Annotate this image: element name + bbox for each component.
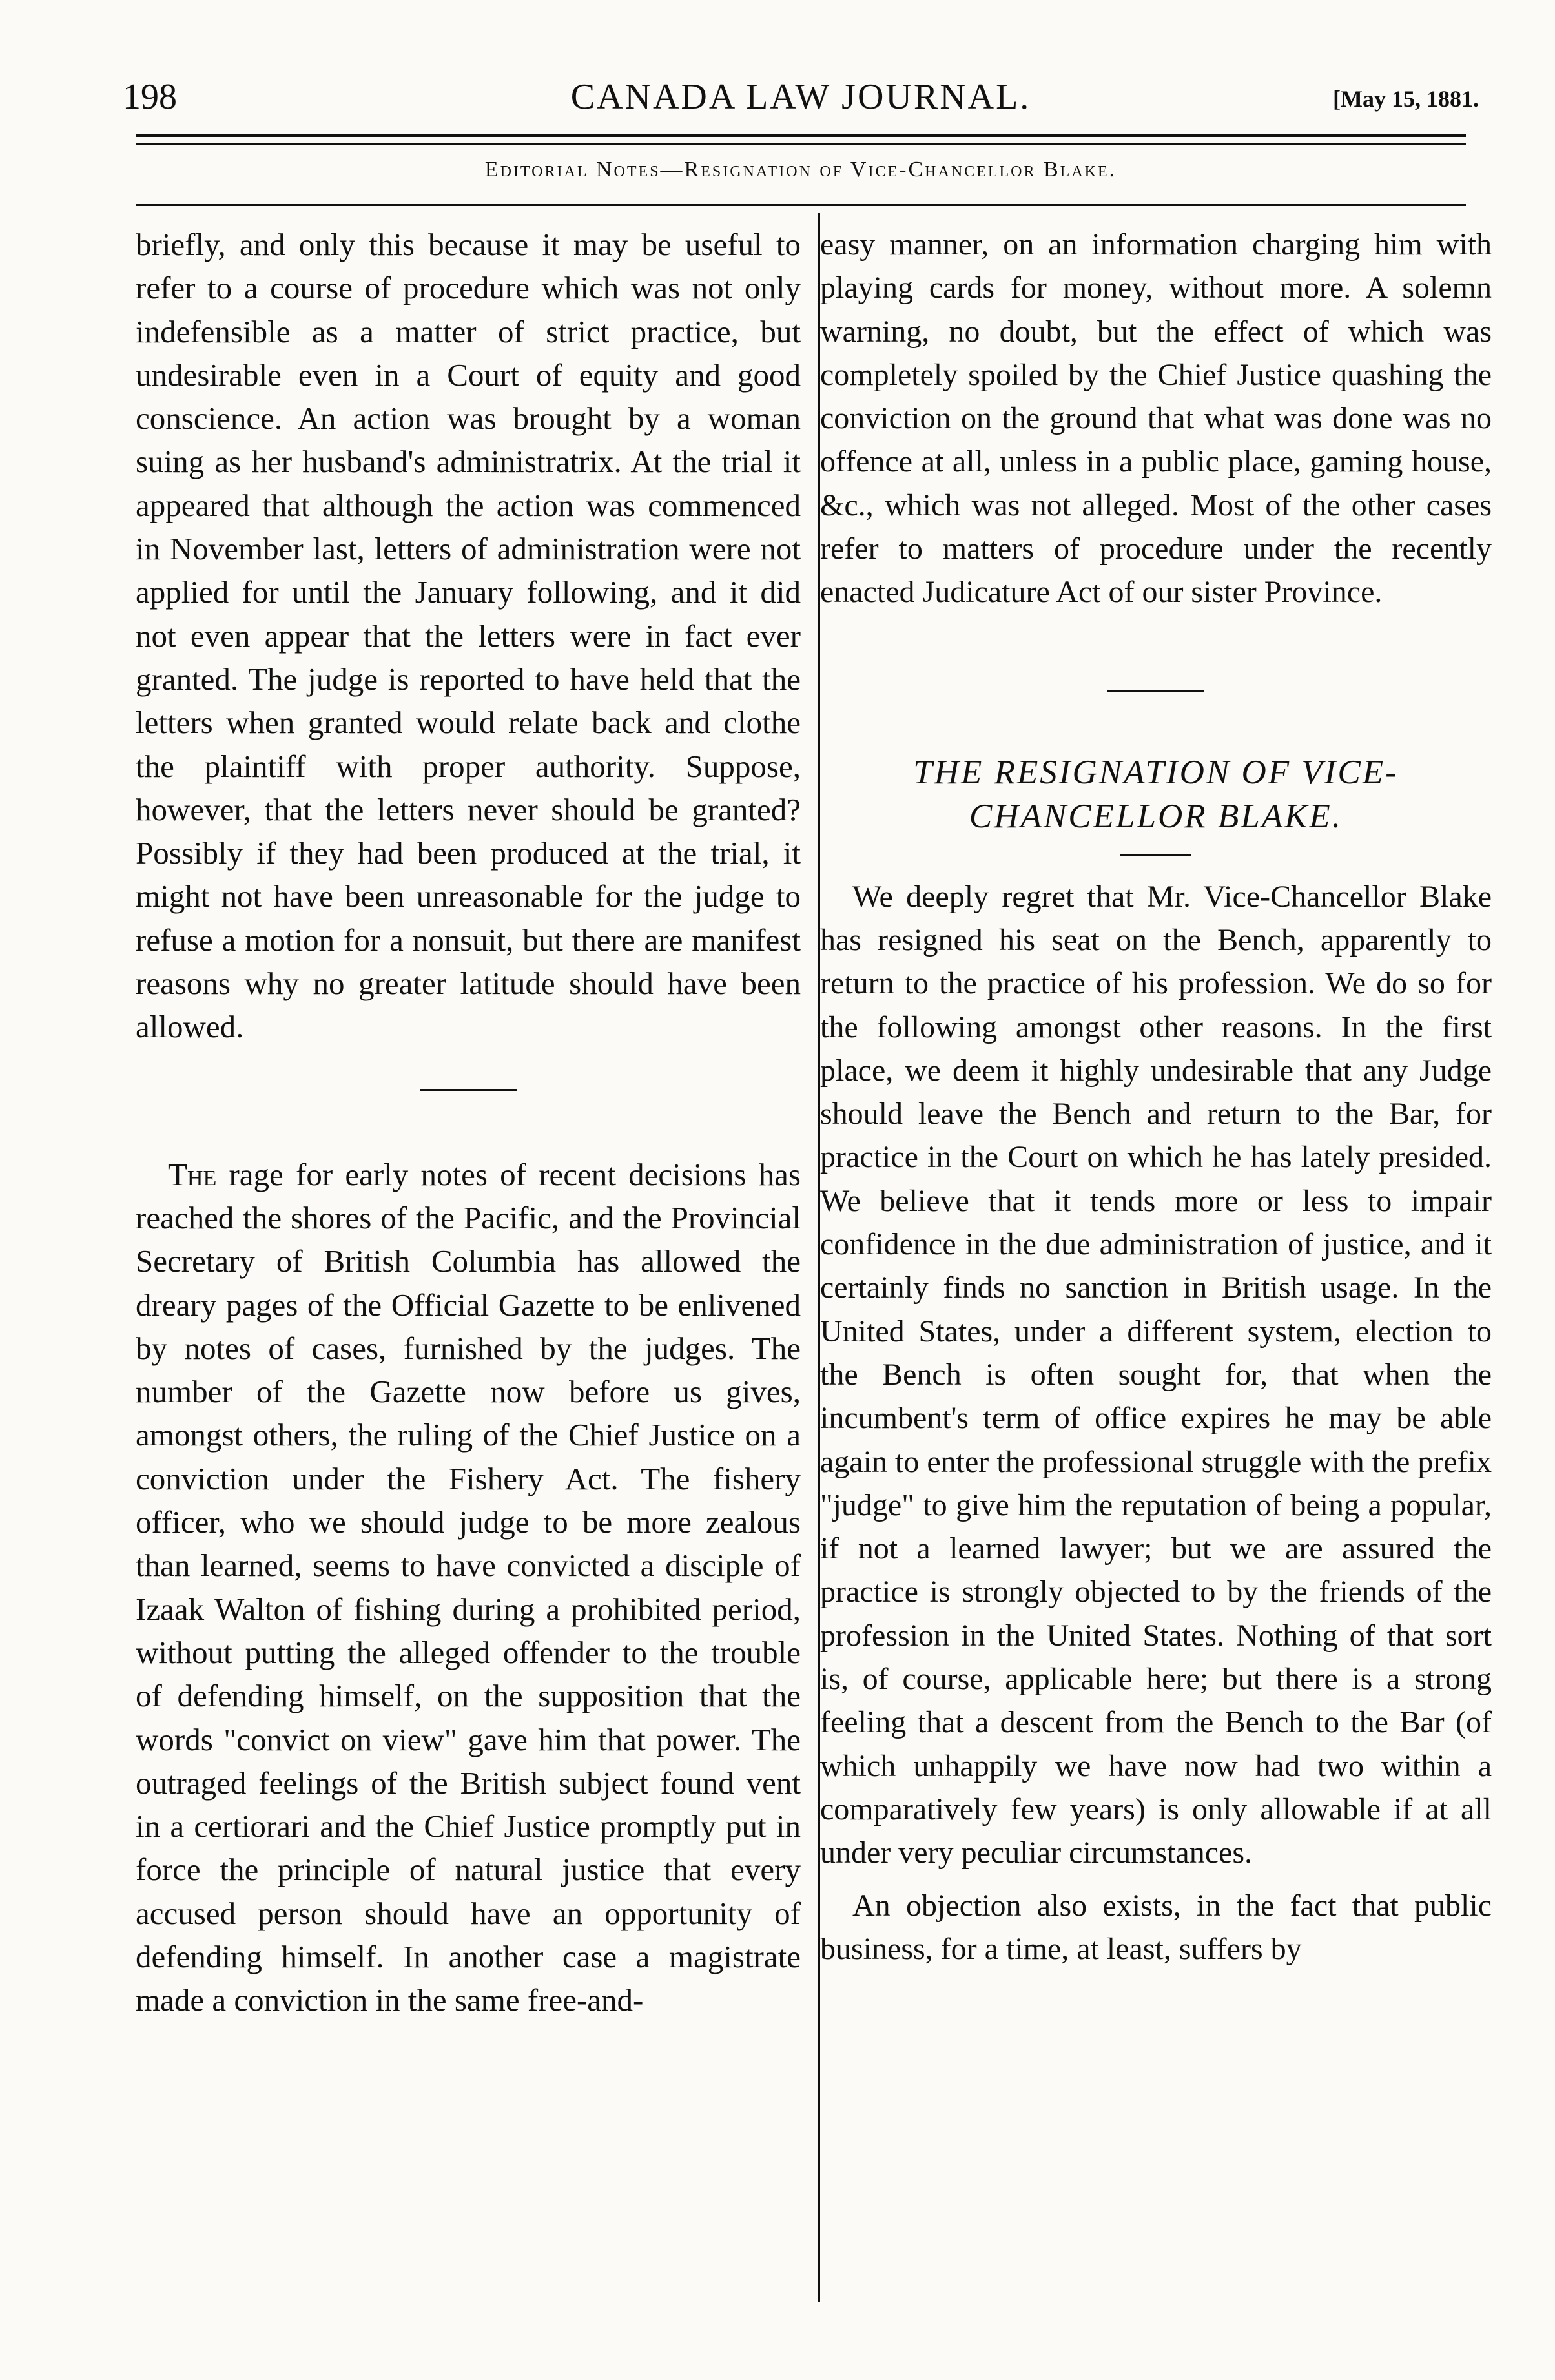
right-paragraph-3: An objection also exists, in the fact that public business, for a time, at least, suffers by [820, 1888, 1492, 1966]
right-paragraph-1: easy manner, on an information charging him with playing cards for money, without more. A solemn warning, no doubt, but the effect of which was completely spoiled by the Chief Justice quashing the conviction on the ground that what was done was no offence at all, unless in a public place, gaming house, &c., which was not alleged. Most of the other cases refer to matters of procedure under the recently enacted Judicature Act of our sister Province. [820, 227, 1492, 610]
article-title-line-2: CHANCELLOR BLAKE. [969, 797, 1343, 835]
issue-date: [May 15, 1881. [1333, 86, 1479, 112]
page-number: 198 [123, 77, 177, 117]
left-paragraph-2 [136, 1153, 801, 2022]
page-header [123, 76, 1479, 128]
section-heading-rule [136, 204, 1466, 206]
paragraph-lead-in: The [168, 1156, 217, 1192]
article-title-line-1: THE RESIGNATION OF VICE- [913, 753, 1399, 791]
left-column [136, 223, 801, 2022]
paragraph-body: rage for early notes of recent decisions has reached the shores of the Pacific, and the Provincial Secretary of British Columbia has allowed the dreary pages of the Official Gazette to be enlivened by notes of cases, furnished by the judges. The number of the Gazette now before us gives, amongst others, the ruling of the Chief Justice on a conviction under the Fishery Act. The fishery officer, who we should judge to be more zealous than learned, seems to have convicted a disciple of Izaak Walton of fishing during a prohibited period, without putting the alleged offender to the trouble of defending himself, on the supposition that the words "convict on view" gave him that power. The outraged feelings of the British subject found vent in a certiorari and the Chief Justice promptly put in force the principle of natural justice that every accused person should have an opportunity of defending himself. In another case a magistrate made a conviction in the same free-and- [136, 1156, 801, 2018]
running-section-heading: Editorial Notes—Resignation of Vice-Chancellor Blake. [484, 158, 1117, 181]
right-column [820, 223, 1492, 1971]
header-rule-thick [136, 134, 1466, 137]
journal-title: CANADA LAW JOURNAL. [570, 77, 1031, 117]
right-paragraph-2: We deeply regret that Mr. Vice-Chancellor Blake has resigned his seat on the Bench, apparently to return to the practice of his profession. We do so for the following amongst other reasons. In the first place, we deem it highly undesirable that any Judge should leave the Bench and return to the Bar, for practice in the Court on which he has lately presided. We believe that it tends more or less to impair confidence in the due administration of justice, and it certainly finds no sanction in British usage. In the United States, under a different system, election to the Bench is often sought for, that when the incumbent's term of office expires he may be able again to enter the professional struggle with the prefix "judge" to give him the reputation of being a popular, if not a learned lawyer; but we are assured the practice is strongly objected to by the friends of the profession in the United States. Nothing of that sort is, of course, applicable here; but there is a strong feeling that a descent from the Bench to the Bar (of which unhappily we have now had two within a comparatively few years) is only allowable if at all under very peculiar circumstances. [820, 879, 1492, 1870]
header-rule-thin [136, 143, 1466, 145]
left-paragraph-1: briefly, and only this because it may be useful to refer to a course of procedure which was not only indefensible as a matter of strict practice, but undesirable even in a Court of equity and good conscience. An action was brought by a woman suing as her husband's administratrix. At the trial it appeared that although the action was commenced in November last, letters of administration were not applied for until the January following, and it did not even appear that the letters were in fact ever granted. The judge is reported to have held that the letters when granted would relate back and clothe the plaintiff with proper authority. Suppose, however, that the letters never should be granted? Possibly if they had been produced at the trial, it might not have been unreasonable for the judge to refuse a motion for a nonsuit, but there are manifest reasons why no greater latitude should have been allowed. [136, 227, 801, 1045]
